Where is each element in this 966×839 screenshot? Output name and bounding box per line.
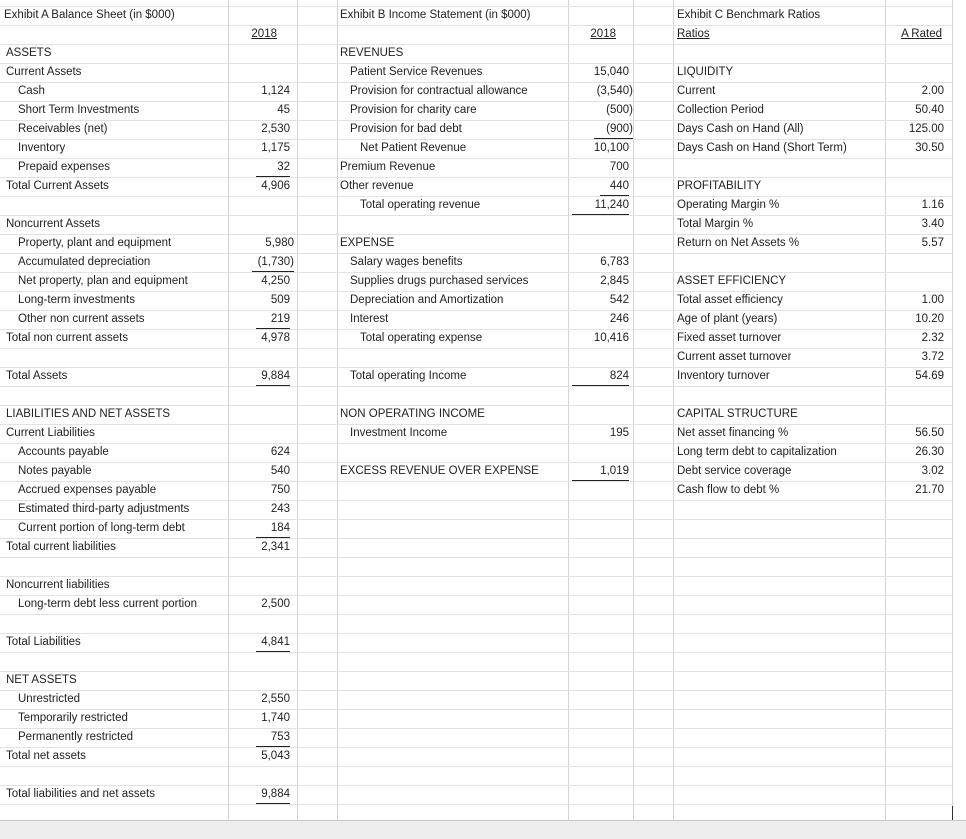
fixed-turnover-value: 2.32 bbox=[921, 332, 944, 344]
total-net-assets-value: 5,043 bbox=[261, 750, 290, 762]
inventory-turnover-label: Inventory turnover bbox=[677, 370, 770, 382]
receivables-value: 2,530 bbox=[261, 123, 290, 135]
debt-service-value: 3.02 bbox=[921, 465, 944, 477]
total-assets-label: Total Assets bbox=[6, 370, 68, 382]
charity-value: (500) bbox=[606, 104, 633, 116]
salary-value: 6,783 bbox=[600, 256, 629, 268]
patient-service-value: 15,040 bbox=[593, 66, 629, 78]
collection-value: 50.40 bbox=[915, 104, 944, 116]
total-liab-net-value: 9,884 bbox=[256, 785, 290, 804]
total-nca-value: 4,978 bbox=[261, 332, 290, 344]
grid-line bbox=[228, 0, 229, 820]
charity-label: Provision for charity care bbox=[350, 104, 477, 116]
debt-service-label: Debt service coverage bbox=[677, 465, 792, 477]
ppe-label: Property, plant and equipment bbox=[18, 237, 172, 249]
lt-investments-value: 509 bbox=[270, 294, 290, 306]
inventory-turnover-value: 54.69 bbox=[915, 370, 944, 382]
days-cash-st-label: Days Cash on Hand (Short Term) bbox=[677, 142, 847, 154]
other-rev-label: Other revenue bbox=[340, 180, 414, 192]
rona-value: 5.57 bbox=[921, 237, 944, 249]
contractual-value: (3,540) bbox=[596, 85, 633, 97]
bad-debt-value: (900) bbox=[594, 120, 633, 139]
total-assets-value: 9,884 bbox=[256, 367, 290, 386]
bad-debt-label: Provision for bad debt bbox=[350, 123, 462, 135]
grid-line bbox=[885, 0, 886, 820]
noncurrent-liab-header: Noncurrent liabilities bbox=[6, 579, 110, 591]
exhibit-b-title: Exhibit B Income Statement (in $000) bbox=[340, 9, 531, 21]
third-party-label: Estimated third-party adjustments bbox=[18, 503, 190, 515]
grid-line bbox=[673, 0, 674, 820]
total-op-exp-value: 10,416 bbox=[593, 332, 629, 344]
days-cash-all-value: 125.00 bbox=[908, 123, 944, 135]
net-assets-header: NET ASSETS bbox=[6, 674, 77, 686]
ltd-cap-value: 26.30 bbox=[915, 446, 944, 458]
interest-value: 246 bbox=[609, 313, 629, 325]
total-liab-value: 4,841 bbox=[256, 633, 290, 652]
investment-income-label: Investment Income bbox=[350, 427, 448, 439]
perm-restricted-value: 753 bbox=[256, 728, 290, 747]
total-net-assets-label: Total net assets bbox=[6, 750, 86, 762]
total-op-income-label: Total operating Income bbox=[350, 370, 467, 382]
net-ppe-label: Net property, plan and equipment bbox=[18, 275, 188, 287]
excess-value: 1,019 bbox=[572, 462, 629, 481]
lt-investments-label: Long-term investments bbox=[18, 294, 135, 306]
premium-label: Premium Revenue bbox=[340, 161, 436, 173]
excess-label: EXCESS REVENUE OVER EXPENSE bbox=[340, 465, 539, 477]
total-margin-value: 3.40 bbox=[921, 218, 944, 230]
total-current-liab-value: 2,341 bbox=[261, 541, 290, 553]
capital-header: CAPITAL STRUCTURE bbox=[677, 408, 798, 420]
cash-label: Cash bbox=[18, 85, 45, 97]
cash-flow-debt-label: Cash flow to debt % bbox=[677, 484, 780, 496]
inventory-value: 1,175 bbox=[261, 142, 290, 154]
op-margin-label: Operating Margin % bbox=[677, 199, 780, 211]
noncurrent-assets-header: Noncurrent Assets bbox=[6, 218, 100, 230]
prepaid-label: Prepaid expenses bbox=[18, 161, 111, 173]
ltd-label: Long-term debt less current portion bbox=[18, 598, 197, 610]
np-value: 540 bbox=[270, 465, 290, 477]
salary-label: Salary wages benefits bbox=[350, 256, 463, 268]
current-ratio-label: Current bbox=[677, 85, 716, 97]
liquidity-header: LIQUIDITY bbox=[677, 66, 734, 78]
total-current-assets-label: Total Current Assets bbox=[6, 180, 109, 192]
ap-value: 624 bbox=[270, 446, 290, 458]
grid-line bbox=[337, 0, 338, 820]
accum-depr-value: (1,730) bbox=[252, 253, 294, 272]
interest-label: Interest bbox=[350, 313, 389, 325]
supplies-label: Supplies drugs purchased services bbox=[350, 275, 529, 287]
investment-income-value: 195 bbox=[609, 427, 629, 439]
exhibit-c-title: Exhibit C Benchmark Ratios bbox=[677, 9, 821, 21]
expense-header: EXPENSE bbox=[340, 237, 395, 249]
total-liab-net-label: Total liabilities and net assets bbox=[6, 788, 155, 800]
exhibit-c-subtitle: Ratios bbox=[677, 28, 710, 40]
cash-value: 1,124 bbox=[261, 85, 290, 97]
other-nca-label: Other non current assets bbox=[18, 313, 145, 325]
unrestricted-value: 2,550 bbox=[261, 693, 290, 705]
total-op-rev-value: 11,240 bbox=[572, 196, 629, 215]
total-nca-label: Total non current assets bbox=[6, 332, 129, 344]
ap-label: Accounts payable bbox=[18, 446, 109, 458]
other-nca-value: 219 bbox=[256, 310, 290, 329]
total-current-assets-value: 4,906 bbox=[261, 180, 290, 192]
net-ppe-value: 4,250 bbox=[261, 275, 290, 287]
net-patient-label: Net Patient Revenue bbox=[360, 142, 467, 154]
exhibit-a-year: 2018 bbox=[251, 28, 277, 40]
days-cash-st-value: 30.50 bbox=[915, 142, 944, 154]
accrued-label: Accrued expenses payable bbox=[18, 484, 157, 496]
age-plant-value: 10.20 bbox=[915, 313, 944, 325]
premium-value: 700 bbox=[609, 161, 629, 173]
unrestricted-label: Unrestricted bbox=[18, 693, 80, 705]
grid-line bbox=[633, 0, 634, 820]
collection-label: Collection Period bbox=[677, 104, 764, 116]
depreciation-label: Depreciation and Amortization bbox=[350, 294, 504, 306]
exhibit-c-rated: A Rated bbox=[901, 28, 942, 40]
grid-line bbox=[952, 0, 953, 820]
ltd-cap-label: Long term debt to capitalization bbox=[677, 446, 837, 458]
age-plant-label: Age of plant (years) bbox=[677, 313, 778, 325]
sti-value: 45 bbox=[277, 104, 290, 116]
non-op-header: NON OPERATING INCOME bbox=[340, 408, 485, 420]
sti-label: Short Term Investments bbox=[18, 104, 140, 116]
patient-service-label: Patient Service Revenues bbox=[350, 66, 483, 78]
total-op-income-value: 824 bbox=[572, 367, 629, 386]
other-rev-value: 440 bbox=[600, 177, 629, 196]
receivables-label: Receivables (net) bbox=[18, 123, 108, 135]
exhibit-b-year: 2018 bbox=[590, 28, 616, 40]
total-liab-label: Total Liabilities bbox=[6, 636, 81, 648]
accrued-value: 750 bbox=[270, 484, 290, 496]
grid-line bbox=[297, 0, 298, 820]
current-ltd-label: Current portion of long-term debt bbox=[18, 522, 185, 534]
exhibit-a-title: Exhibit A Balance Sheet (in $000) bbox=[4, 9, 175, 21]
ltd-value: 2,500 bbox=[261, 598, 290, 610]
current-turnover-value: 3.72 bbox=[921, 351, 944, 363]
current-liab-header: Current Liabilities bbox=[6, 427, 95, 439]
efficiency-header: ASSET EFFICIENCY bbox=[677, 275, 787, 287]
assets-header: ASSETS bbox=[6, 47, 52, 59]
fixed-turnover-label: Fixed asset turnover bbox=[677, 332, 782, 344]
net-asset-fin-value: 56.50 bbox=[915, 427, 944, 439]
grid-line bbox=[568, 0, 569, 820]
np-label: Notes payable bbox=[18, 465, 92, 477]
supplies-value: 2,845 bbox=[600, 275, 629, 287]
prepaid-value: 32 bbox=[256, 158, 290, 177]
total-op-exp-label: Total operating expense bbox=[360, 332, 483, 344]
inventory-label: Inventory bbox=[18, 142, 66, 154]
days-cash-all-label: Days Cash on Hand (All) bbox=[677, 123, 804, 135]
horizontal-scrollbar[interactable] bbox=[0, 820, 966, 839]
liab-header: LIABILITIES AND NET ASSETS bbox=[6, 408, 171, 420]
total-asset-eff-label: Total asset efficiency bbox=[677, 294, 783, 306]
perm-restricted-label: Permanently restricted bbox=[18, 731, 134, 743]
op-margin-value: 1.16 bbox=[921, 199, 944, 211]
temp-restricted-value: 1,740 bbox=[261, 712, 290, 724]
third-party-value: 243 bbox=[270, 503, 290, 515]
total-op-rev-label: Total operating revenue bbox=[360, 199, 481, 211]
cash-flow-debt-value: 21.70 bbox=[915, 484, 944, 496]
total-asset-eff-value: 1.00 bbox=[921, 294, 944, 306]
net-patient-value: 10,100 bbox=[593, 142, 629, 154]
total-current-liab-label: Total current liabilities bbox=[6, 541, 116, 553]
temp-restricted-label: Temporarily restricted bbox=[18, 712, 128, 724]
net-asset-fin-label: Net asset financing % bbox=[677, 427, 789, 439]
current-ratio-value: 2.00 bbox=[921, 85, 944, 97]
revenues-header: REVENUES bbox=[340, 47, 404, 59]
current-assets-header: Current Assets bbox=[6, 66, 82, 78]
rona-label: Return on Net Assets % bbox=[677, 237, 800, 249]
accum-depr-label: Accumulated depreciation bbox=[18, 256, 151, 268]
current-turnover-label: Current asset turnover bbox=[677, 351, 792, 363]
profit-header: PROFITABILITY bbox=[677, 180, 762, 192]
current-ltd-value: 184 bbox=[256, 519, 290, 538]
depreciation-value: 542 bbox=[609, 294, 629, 306]
ppe-value: 5,980 bbox=[265, 237, 294, 249]
contractual-label: Provision for contractual allowance bbox=[350, 85, 528, 97]
total-margin-label: Total Margin % bbox=[677, 218, 754, 230]
